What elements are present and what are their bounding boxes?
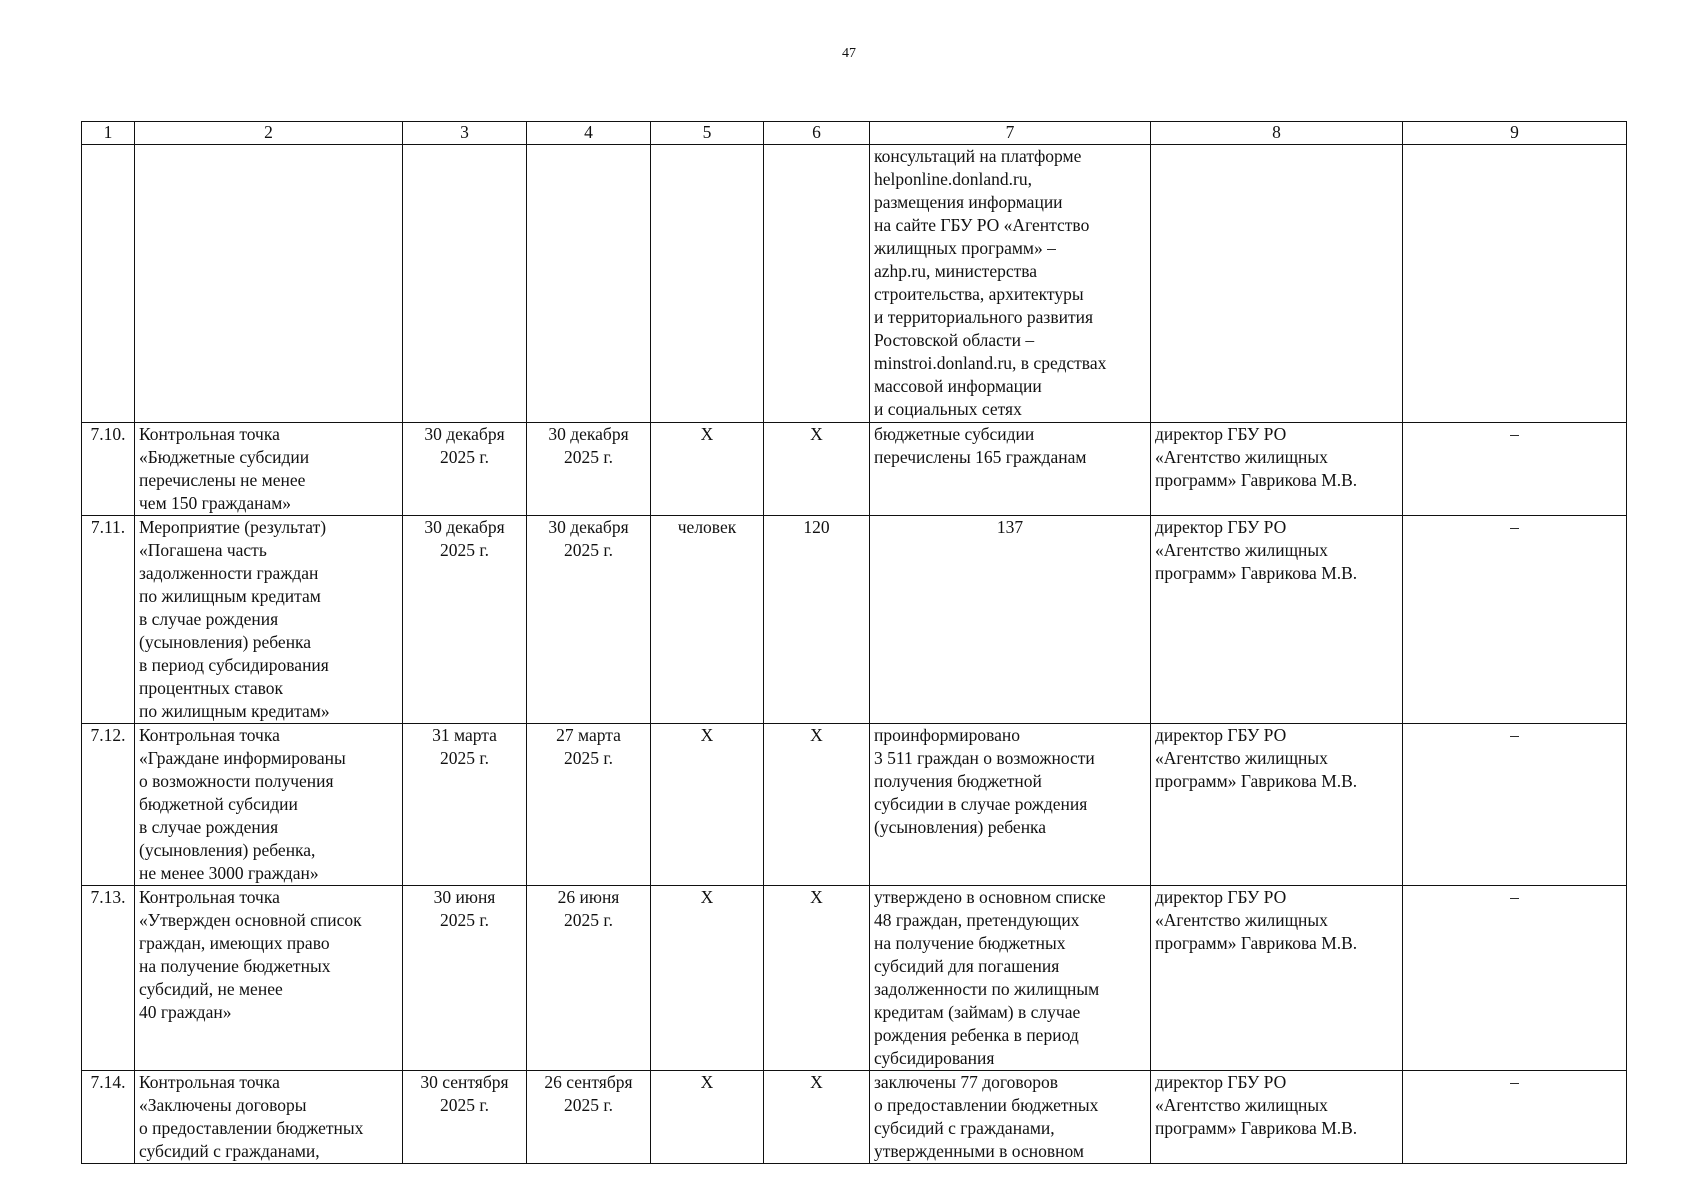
row-id: 7.10.: [82, 423, 135, 516]
report-table: [81, 121, 1627, 1164]
row-name: Контрольная точка «Граждане информированы о возможности получения бюджетной субсидии в случае рождения (усыновления) ребенка, не менее 3000 граждан»: [135, 724, 403, 886]
row-note: –: [1403, 423, 1627, 516]
row-responsible: директор ГБУ РО «Агентство жилищных программ» Гаврикова М.В.: [1151, 886, 1403, 1071]
row-id: 7.11.: [82, 516, 135, 724]
row-unit: X: [651, 1071, 764, 1164]
row-responsible: директор ГБУ РО «Агентство жилищных программ» Гаврикова М.В.: [1151, 516, 1403, 724]
table-row: [82, 886, 1627, 1071]
row-name: [135, 145, 403, 423]
row-responsible: директор ГБУ РО «Агентство жилищных программ» Гаврикова М.В.: [1151, 423, 1403, 516]
row-note: [1403, 145, 1627, 423]
row-responsible: директор ГБУ РО «Агентство жилищных программ» Гаврикова М.В.: [1151, 1071, 1403, 1164]
row-unit: X: [651, 724, 764, 886]
row-fact-date: 27 марта 2025 г.: [527, 724, 651, 886]
row-note: –: [1403, 1071, 1627, 1164]
row-plan-value: X: [764, 1071, 870, 1164]
row-result: 137: [870, 516, 1151, 724]
row-responsible: директор ГБУ РО «Агентство жилищных программ» Гаврикова М.В.: [1151, 724, 1403, 886]
header-row: [82, 122, 1627, 145]
row-plan-date: 31 марта 2025 г.: [403, 724, 527, 886]
table-row: [82, 516, 1627, 724]
row-result: консультаций на платформе helponline.donland.ru, размещения информации на сайте ГБУ РО «Агентство жилищных программ» – azhp.ru, министерства строительства, архитектуры и территориального развития Ростовской области – minstroi.donland.ru, в средствах массовой информации и социальных сетях: [870, 145, 1151, 423]
row-id: [82, 145, 135, 423]
row-result: заключены 77 договоров о предоставлении бюджетных субсидий с гражданами, утвержденными в основном: [870, 1071, 1151, 1164]
row-plan-value: X: [764, 423, 870, 516]
header-col-7: 7: [870, 122, 1151, 145]
row-id: 7.14.: [82, 1071, 135, 1164]
header-col-5: 5: [651, 122, 764, 145]
header-col-4: 4: [527, 122, 651, 145]
row-name: Контрольная точка «Заключены договоры о предоставлении бюджетных субсидий с гражданами,: [135, 1071, 403, 1164]
row-unit: человек: [651, 516, 764, 724]
row-unit: [651, 145, 764, 423]
table-row: [82, 724, 1627, 886]
row-responsible: [1151, 145, 1403, 423]
row-plan-value: 120: [764, 516, 870, 724]
header-col-9: 9: [1403, 122, 1627, 145]
row-fact-date: [527, 145, 651, 423]
row-id: 7.12.: [82, 724, 135, 886]
table-row: [82, 145, 1627, 423]
row-note: –: [1403, 724, 1627, 886]
row-unit: X: [651, 423, 764, 516]
row-plan-date: 30 сентября 2025 г.: [403, 1071, 527, 1164]
header-col-1: 1: [82, 122, 135, 145]
header-col-2: 2: [135, 122, 403, 145]
row-fact-date: 26 сентября 2025 г.: [527, 1071, 651, 1164]
row-id: 7.13.: [82, 886, 135, 1071]
row-plan-date: 30 декабря 2025 г.: [403, 423, 527, 516]
header-col-8: 8: [1151, 122, 1403, 145]
row-name: Контрольная точка «Бюджетные субсидии перечислены не менее чем 150 гражданам»: [135, 423, 403, 516]
page-number: 47: [842, 46, 856, 61]
row-fact-date: 26 июня 2025 г.: [527, 886, 651, 1071]
row-note: –: [1403, 886, 1627, 1071]
header-col-3: 3: [403, 122, 527, 145]
row-unit: X: [651, 886, 764, 1071]
row-result: утверждено в основном списке 48 граждан, претендующих на получение бюджетных субсидий для погашения задолженности по жилищным кредитам (займам) в случае рождения ребенка в период субсидирования: [870, 886, 1151, 1071]
row-fact-date: 30 декабря 2025 г.: [527, 423, 651, 516]
table-row: [82, 1071, 1627, 1164]
row-plan-value: [764, 145, 870, 423]
row-plan-date: 30 июня 2025 г.: [403, 886, 527, 1071]
row-plan-value: X: [764, 886, 870, 1071]
row-result: бюджетные субсидии перечислены 165 гражданам: [870, 423, 1151, 516]
row-fact-date: 30 декабря 2025 г.: [527, 516, 651, 724]
row-note: –: [1403, 516, 1627, 724]
row-name: Контрольная точка «Утвержден основной список граждан, имеющих право на получение бюджетных субсидий, не менее 40 граждан»: [135, 886, 403, 1071]
row-plan-value: X: [764, 724, 870, 886]
header-col-6: 6: [764, 122, 870, 145]
table-row: [82, 423, 1627, 516]
row-result: проинформировано 3 511 граждан о возможности получения бюджетной субсидии в случае рождения (усыновления) ребенка: [870, 724, 1151, 886]
row-plan-date: [403, 145, 527, 423]
row-plan-date: 30 декабря 2025 г.: [403, 516, 527, 724]
row-name: Мероприятие (результат) «Погашена часть задолженности граждан по жилищным кредитам в случае рождения (усыновления) ребенка в период субсидирования процентных ставок по жилищным кредитам»: [135, 516, 403, 724]
